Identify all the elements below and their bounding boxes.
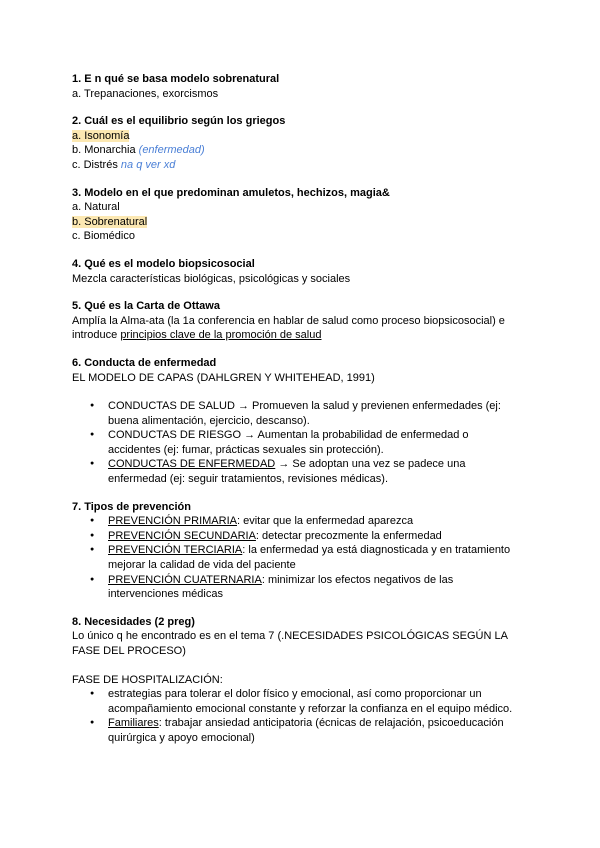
question-3-answer-b: b. Sobrenatural [72,215,148,228]
question-2-answer-a: a. Isonomía [72,129,130,142]
question-2-answer-c: c. Distrés [72,158,118,171]
question-4-title: 4. Qué es el modelo biopsicosocial [72,257,255,270]
list-item: ● PREVENCIÓN CUATERNARIA: minimizar los efectos negativos de las intervenciones médicas [108,573,532,602]
question-1-answer-a: a. Trepanaciones, exorcismos [72,87,219,100]
question-8-text-line2: FASE DEL PROCESO) [72,645,186,657]
list-item: ● estrategias para tolerar el dolor físico y emocional, así como proporcionar un acompañamiento emocional constante y reforzar la confianza en el equipo médico. [108,687,532,716]
question-8-text-line1: Lo único q he encontrado es en el tema 7 (.NECESIDADES PSICOLÓGICAS SEGÚN LA [72,630,508,643]
list-item: ● PREVENCIÓN PRIMARIA: evitar que la enfermedad aparezca [108,514,532,529]
question-3-answer-c: c. Biomédico [72,230,135,243]
list-item: ● CONDUCTAS DE RIESGO → Aumentan la probabilidad de enfermedad o accidentes (ej: fumar, prácticas sexuales sin protección). [108,428,532,457]
question-1-title: 1. E n qué se basa modelo sobrenatural [72,73,280,85]
question-6 [72,356,532,487]
question-2 [72,114,532,172]
question-2-answer-c-note: na q ver xd [120,158,176,171]
question-3-title: 3. Modelo en el que predominan amuletos, hechizos, magia& [72,186,390,199]
question-8-list [72,687,532,745]
question-8-phase: FASE DE HOSPITALIZACIÓN: [72,673,223,686]
question-6-subtitle: EL MODELO DE CAPAS (DAHLGREN Y WHITEHEAD, 1991) [72,371,375,384]
question-2-title: 2. Cuál es el equilibrio según los griegos [72,115,286,128]
question-5-link: principios clave de la promoción de salud [120,329,322,342]
question-3 [72,186,532,244]
document-page [72,72,532,759]
question-8 [72,615,532,746]
list-item: ● PREVENCIÓN TERCIARIA: la enfermedad ya está diagnosticada y en tratamiento mejorar la calidad de vida del paciente [108,543,532,572]
question-4-text: Mezcla características biológicas, psicológicas y sociales [72,272,351,285]
question-5-title: 5. Qué es la Carta de Ottawa [72,300,220,313]
question-8-title: 8. Necesidades (2 preg) [72,615,195,628]
question-7-title: 7. Tipos de prevención [72,500,191,513]
question-7-list [72,514,532,602]
question-5 [72,299,532,343]
question-7 [72,500,532,602]
list-item: ● CONDUCTAS DE ENFERMEDAD → Se adoptan una vez se padece una enfermedad (ej: seguir tratamientos, revisiones médicas). [108,457,532,486]
list-item: ● Familiares: trabajar ansiedad anticipatoria (écnicas de relajación, psicoeducación quirúrgica y apoyo emocional) [108,716,532,745]
question-5-text-line1: Amplía la Alma-ata (la 1a conferencia en hablar de salud como proceso biopsicosocial) e [72,314,505,327]
list-item: ● CONDUCTAS DE SALUD → Promueven la salud y previenen enfermedades (ej: buena alimentación, ejercicio, descanso). [108,399,532,428]
question-4 [72,257,532,286]
question-3-answer-a: a. Natural [72,201,120,214]
question-1 [72,72,532,101]
list-item: ● PREVENCIÓN SECUNDARIA: detectar precozmente la enfermedad [108,529,532,544]
question-6-list [72,399,532,487]
question-5-text-line2: introduce [72,329,121,342]
question-2-answer-b: b. Monarchia [72,144,136,157]
question-6-title: 6. Conducta de enfermedad [72,356,217,369]
question-2-answer-b-note: (enfermedad) [138,144,205,157]
